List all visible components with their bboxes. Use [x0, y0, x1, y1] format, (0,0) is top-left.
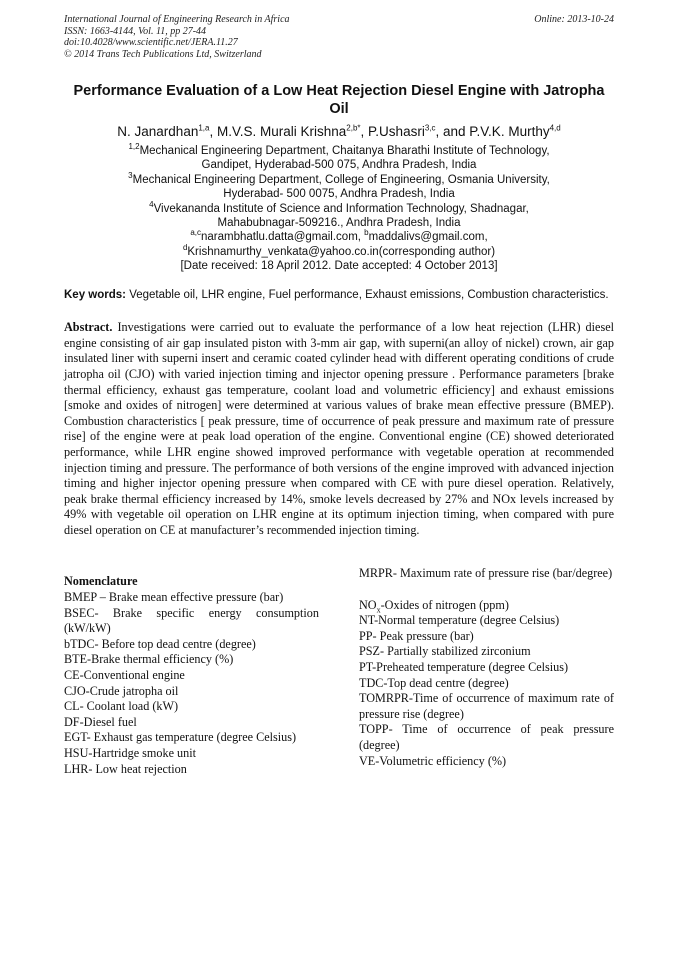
- keywords: [64, 288, 614, 303]
- author-separator: ,: [209, 124, 217, 139]
- nox-subscript: x: [376, 605, 381, 615]
- nomenclature-item: MRPR- Maximum rate of pressure rise (bar/degree): [359, 566, 613, 581]
- nomenclature-item: BSEC- Brake specific energy consumption (kW/kW): [64, 605, 319, 636]
- author-affil-sup: 1,a: [198, 123, 210, 133]
- affil-sup: 3: [128, 170, 133, 180]
- affiliation-3-line1: [64, 170, 614, 187]
- author-name: N. Janardhan: [117, 124, 199, 139]
- nomenclature-heading: Nomenclature: [64, 574, 138, 589]
- email-link[interactable]: Krishnamurthy_venkata@yahoo.co.in(corresponding author): [187, 245, 496, 258]
- author-affil-sup: 3,c: [424, 123, 436, 133]
- nomenclature-item: TOPP- Time of occurrence of peak pressure (degree): [359, 722, 614, 752]
- journal-copyright: © 2014 Trans Tech Publications Ltd, Switzerland: [64, 48, 262, 60]
- nomenclature-spacer: [359, 582, 614, 598]
- nomenclature-item: TOMRPR-Time of occurrence of maximum rate of pressure rise (degree): [359, 691, 614, 721]
- affil-sup: 1,2: [128, 142, 140, 152]
- abstract: [64, 320, 614, 538]
- nomenclature-item: VE-Volumetric efficiency (%): [359, 753, 507, 768]
- nomenclature-item: CL- Coolant load (kW): [64, 699, 179, 714]
- affiliation-4-line1: [64, 199, 614, 216]
- author-separator: ,: [360, 124, 369, 139]
- email-sup: d: [182, 243, 188, 253]
- email-sup: a,c: [190, 228, 201, 238]
- affil-text: Mechanical Engineering Department, College of Engineering, Osmania University,: [132, 173, 550, 186]
- affil-text: Mechanical Engineering Department, Chaitanya Bharathi Institute of Technology,: [139, 145, 550, 157]
- author-name: P.Ushasri: [368, 124, 425, 139]
- author-affil-sup: 2,b*: [346, 123, 361, 133]
- author-name: M.V.S. Murali Krishna: [216, 124, 347, 139]
- nomenclature-item: LHR- Low heat rejection: [64, 761, 187, 776]
- nomenclature-item: bTDC- Before top dead centre (degree): [64, 636, 256, 651]
- nomenclature-item: EGT- Exhaust gas temperature (degree Celsius): [64, 730, 297, 745]
- nomenclature-right-column: [359, 566, 614, 777]
- affiliation-1-line2: Gandipet, Hyderabad-500 075, Andhra Pradesh, India: [201, 159, 477, 172]
- nomenclature-left-column: [64, 574, 319, 777]
- affiliation-1-line1: [64, 144, 614, 158]
- paper-page: [64, 14, 614, 777]
- author-separator: , and: [435, 124, 470, 139]
- journal-issn: ISSN: 1663-4144, Vol. 11, pp 27-44: [64, 25, 207, 37]
- abstract-label: Abstract.: [64, 320, 113, 335]
- author-list: [64, 123, 614, 141]
- nomenclature: [64, 566, 614, 777]
- email-sup: b: [364, 228, 369, 238]
- nomenclature-item: NT-Normal temperature (degree Celsius): [359, 613, 560, 628]
- nomenclature-item-nox: [359, 598, 614, 614]
- nomenclature-item: DF-Diesel fuel: [64, 714, 137, 729]
- affiliation-4-line2: Mahabubnagar-509216., Andhra Pradesh, India: [217, 217, 461, 230]
- nomenclature-item: TDC-Top dead centre (degree): [359, 675, 509, 690]
- nomenclature-item: HSU-Hartridge smoke unit: [64, 746, 197, 760]
- journal-doi: doi:10.4028/www.scientific.net/JERA.11.27: [64, 37, 238, 48]
- paper-title: Performance Evaluation of a Low Heat Rejection Diesel Engine with Jatropha Oil: [73, 83, 605, 117]
- author-name: P.V.K. Murthy: [469, 124, 550, 139]
- keywords-text: Vegetable oil, LHR engine, Fuel performance, Exhaust emissions, Combustion characteristics.: [126, 288, 609, 301]
- dates-line: [Date received: 18 April 2012. Date accepted: 4 October 2013]: [180, 260, 498, 273]
- affil-text: Vivekananda Institute of Science and Information Technology, Shadnagar,: [153, 202, 529, 215]
- email-link[interactable]: maddalivs@gmail.com,: [368, 231, 488, 244]
- affil-sup: 4: [149, 199, 154, 209]
- nomenclature-item: CJO-Crude jatropha oil: [64, 683, 179, 698]
- nox-text: -Oxides of nitrogen (ppm): [380, 597, 509, 612]
- nox-prefix: NO: [359, 597, 377, 612]
- affiliations: [64, 144, 614, 274]
- online-date: Online: 2013-10-24: [534, 14, 614, 25]
- nomenclature-item: BMEP – Brake mean effective pressure (bar): [64, 590, 284, 605]
- nomenclature-item: PSZ- Partially stabilized zirconium: [359, 644, 531, 659]
- nomenclature-item: PP- Peak pressure (bar): [359, 628, 474, 643]
- abstract-text: Investigations were carried out to evaluate the performance of a low heat rejection (LHR) diesel engine consisting of air gap insulated piston with 3-mm air gap, with superni(an alloy of nickel) crown, air gap insulated liner with superni insert and ceramic coated cylinder head with different operating conditions of crude jatropha oil (CJO) with varied injection timing and injector opening pressure . Performance parameters [brake thermal efficiency, exhaust gas temperature, coolant load and volumetric efficiency] and exhaust emissions [smoke and oxides of nitrogen] were determined at various values of brake mean effective pressure (BMEP). Combustion characteristics [ peak pressure, time of occurrence of peak pressure and maximum rate of pressure rise] of the engine were at peak load operation of the engine. Conventional engine (CE) showed deteriorated performance, while LHR engine showed improved performance with vegetable operation at recommended injection timing and pressure. The performance of both versions of the engine improved with advanced injection timing and higher injector opening pressure when compared with CE with pure diesel operation. Relatively, peak brake thermal efficiency increased by 14%, smoke levels decreased by 27% and NOx levels increased by 49% with vegetable oil operation on LHR engine at its optimum injection timing, when compared with pure diesel operation on CE at manufacturer’s recommended injection timing.: [64, 320, 614, 537]
- email-link[interactable]: narambhatlu.datta@gmail.com,: [201, 231, 365, 244]
- author-affil-sup: 4,d: [549, 123, 561, 133]
- nomenclature-item: CE-Conventional engine: [64, 668, 185, 683]
- affiliation-3-line2: Hyderabad- 500 0075, Andhra Pradesh, India: [223, 188, 455, 201]
- journal-name: International Journal of Engineering Research in Africa: [64, 14, 290, 25]
- keywords-label: Key words:: [64, 288, 126, 301]
- nomenclature-item: PT-Preheated temperature (degree Celsius): [359, 660, 569, 675]
- email-line-2: [64, 245, 614, 259]
- nomenclature-item: BTE-Brake thermal efficiency (%): [64, 652, 234, 667]
- journal-header: [64, 14, 614, 60]
- email-line-1: [64, 230, 614, 244]
